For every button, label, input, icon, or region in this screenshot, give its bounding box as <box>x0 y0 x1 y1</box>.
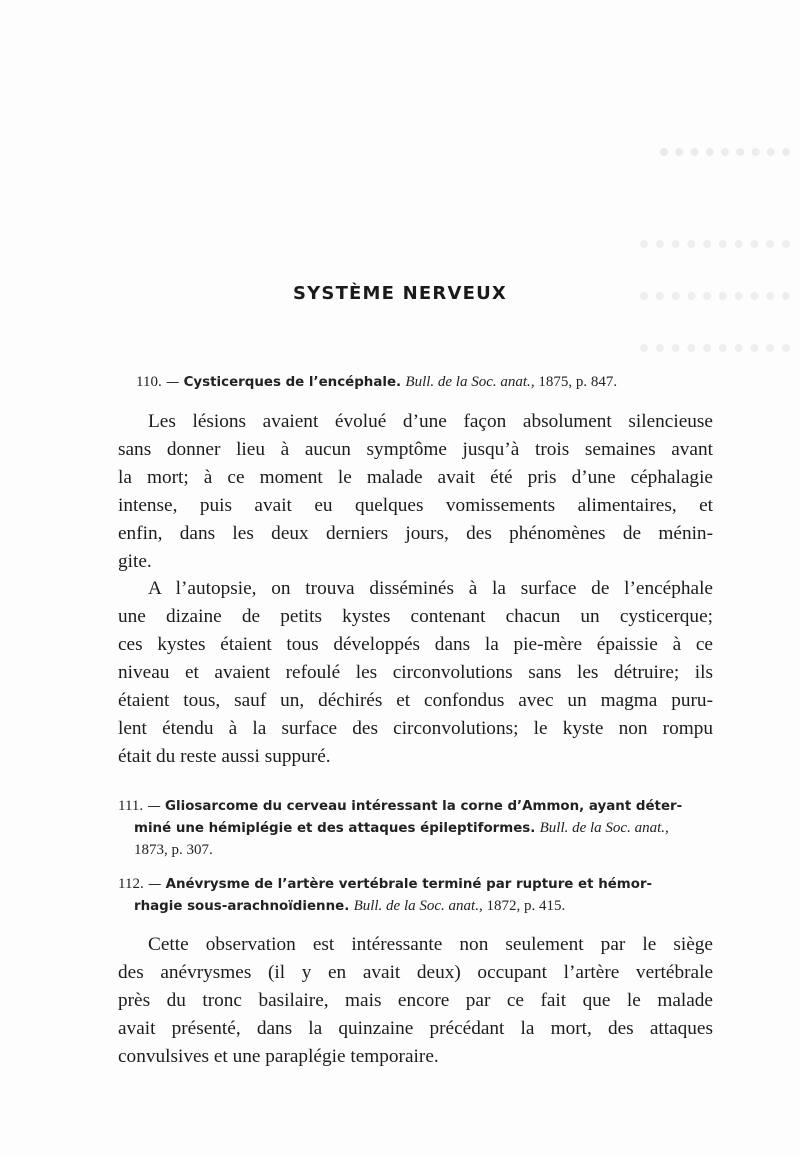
page-title: SYSTÈME NERVEUX <box>293 283 507 304</box>
entry-title-line-2: rhagie sous-arachnoïdienne. <box>134 899 350 914</box>
entry-journal: Bull. de la Soc. anat. <box>353 898 479 914</box>
entry-title-line-1: Gliosarcome du cerveau intéressant la corne d’Ammon, ayant déter- <box>165 799 683 814</box>
entry-dash: — <box>161 375 184 390</box>
entry-reference: , 1875, p. 847. <box>530 374 618 390</box>
text-line: avait présenté, dans la quinzaine précédant la mort, des attaques <box>118 1018 713 1039</box>
entry-journal: Bull. de la Soc. anat., <box>539 820 669 836</box>
entry-110 <box>136 372 726 393</box>
text-line: Cette observation est intéressante non seulement par le siège <box>148 934 713 955</box>
text-line: niveau et avaient refoulé les circonvolutions sans les détruire; ils <box>118 662 713 683</box>
entry-reference: , 1872, p. 415. <box>478 898 566 914</box>
text-line: enfin, dans les deux derniers jours, des phénomènes de ménin- <box>118 523 713 544</box>
text-line: était du reste aussi suppuré. <box>118 746 331 767</box>
entry-title-line-2: miné une hémiplégie et des attaques épileptiformes. <box>134 821 536 836</box>
entry-dash: — <box>143 799 166 814</box>
entry-number: 111. <box>118 798 144 814</box>
text-line: la mort; à ce moment le malade avait été pris d’une céphalagie <box>118 467 713 488</box>
text-line: convulsives et une paraplégie temporaire. <box>118 1046 439 1067</box>
text-line: étaient tous, sauf un, déchirés et confondus avec un magma puru- <box>118 690 713 711</box>
entry-reference: 1873, p. 307. <box>134 842 213 858</box>
text-line: des anévrysmes (il y en avait deux) occupant l’artère vertébrale <box>118 962 713 983</box>
text-line: ces kystes étaient tous développés dans la pie-mère épaissie à ce <box>118 634 713 655</box>
text-line: une dizaine de petits kystes contenant chacun un cysticerque; <box>118 606 713 627</box>
text-line: gite. <box>118 551 152 572</box>
entry-journal: Bull. de la Soc. anat. <box>405 374 531 390</box>
entry-title: Cysticerques de l’encéphale. <box>183 375 402 390</box>
text-line: lent étendu à la surface des circonvolutions; le kyste non rompu <box>118 718 713 739</box>
text-line: près du tronc basilaire, mais encore par ce fait que le malade <box>118 990 713 1011</box>
entry-title-line-1: Anévrysme de l’artère vertébrale terminé par rupture et hémor- <box>165 877 653 892</box>
text-line: sans donner lieu à aucun symptôme jusqu’à trois semaines avant <box>118 439 713 460</box>
text-line: Les lésions avaient évolué d’une façon absolument silencieuse <box>148 411 713 432</box>
text-line: intense, puis avait eu quelques vomissements alimentaires, et <box>118 495 713 516</box>
entry-111 <box>118 796 718 861</box>
entry-dash: — <box>143 877 166 892</box>
entry-number: 110. <box>136 374 162 390</box>
entry-number: 112. <box>118 876 144 892</box>
text-line: A l’autopsie, on trouva disséminés à la surface de l’encéphale <box>148 578 713 599</box>
entry-112 <box>118 874 718 917</box>
